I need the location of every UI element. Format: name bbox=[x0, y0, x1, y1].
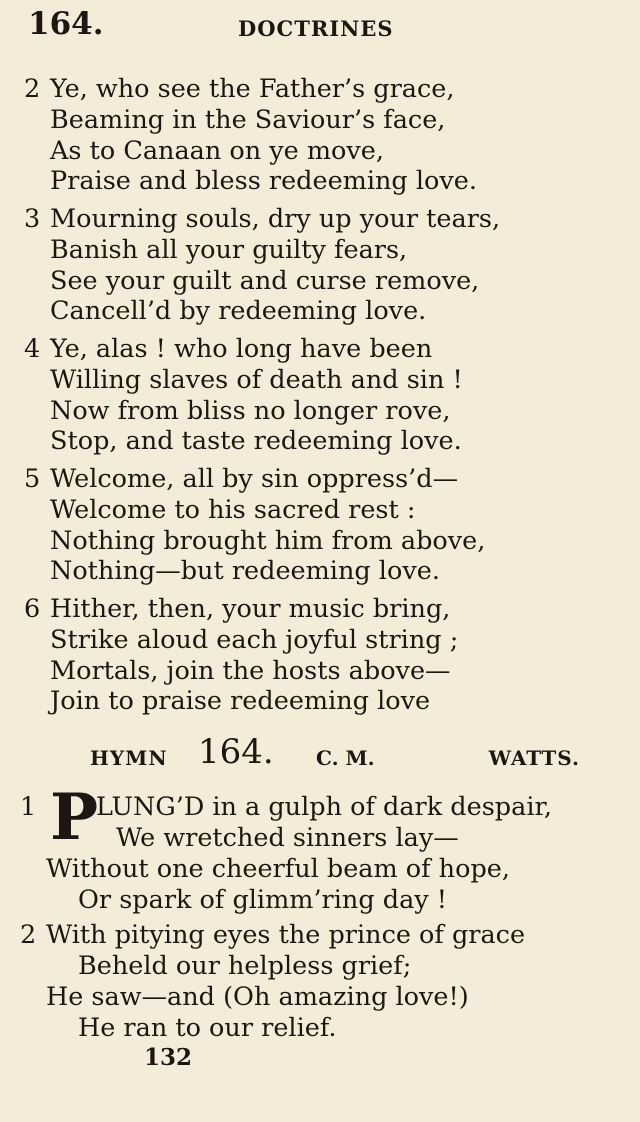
verse-number: 1 bbox=[20, 792, 37, 822]
verse-line: Without one cheerful beam of hope, bbox=[46, 854, 510, 884]
verse-line: Now from bliss no longer rove, bbox=[50, 395, 451, 426]
verse-line: Ye, alas ! who long have been bbox=[50, 334, 433, 364]
verse-line: Hither, then, your music bring, bbox=[50, 594, 451, 624]
verse-line: Nothing—but redeeming love. bbox=[50, 556, 440, 587]
page-header bbox=[28, 6, 618, 46]
verse-line: Beaming in the Saviour’s face, bbox=[50, 104, 446, 135]
hymn164-verse-2 bbox=[20, 920, 630, 1044]
verse-2 bbox=[24, 74, 624, 197]
verse-number: 6 bbox=[24, 594, 41, 624]
verse-line: Willing slaves of death and sin ! bbox=[50, 364, 463, 395]
verse-number: 2 bbox=[20, 920, 37, 950]
verse-line: LUNG’D in a gulph of dark despair, bbox=[96, 792, 552, 822]
verse-line: Join to praise redeeming love bbox=[50, 686, 431, 717]
verse-line: As to Canaan on ye move, bbox=[50, 135, 385, 166]
verse-4 bbox=[24, 334, 624, 457]
verse-5 bbox=[24, 464, 624, 587]
hymn-meter: C. M. bbox=[316, 746, 375, 770]
verse-number: 3 bbox=[24, 204, 41, 234]
drop-cap: P bbox=[50, 780, 99, 855]
verse-line: Beheld our helpless grief; bbox=[78, 951, 412, 981]
verse-line: Nothing brought him from above, bbox=[50, 525, 486, 556]
hymn-label: HYMN bbox=[90, 746, 168, 770]
verse-line: See your guilt and curse remove, bbox=[50, 265, 480, 296]
verse-number: 2 bbox=[24, 74, 41, 104]
page-number: 164. bbox=[28, 6, 104, 42]
verse-line: Mortals, join the hosts above— bbox=[50, 655, 451, 686]
hymn-heading bbox=[90, 732, 580, 772]
verse-line: Praise and bless redeeming love. bbox=[50, 166, 477, 197]
verse-line: With pitying eyes the prince of grace bbox=[46, 920, 526, 950]
verse-line: We wretched sinners lay— bbox=[116, 823, 459, 853]
hymn164-verse-1 bbox=[20, 780, 630, 916]
verse-line: Welcome to his sacred rest : bbox=[50, 494, 416, 525]
running-head: DOCTRINES bbox=[238, 16, 394, 41]
hymn-author: WATTS. bbox=[488, 746, 580, 770]
hymn-number: 164. bbox=[198, 732, 274, 772]
verse-line: Cancell’d by redeeming love. bbox=[50, 296, 427, 327]
verse-line: Banish all your guilty fears, bbox=[50, 234, 408, 265]
verse-3 bbox=[24, 204, 624, 327]
verse-6 bbox=[24, 594, 624, 717]
verse-line: Mourning souls, dry up your tears, bbox=[50, 204, 501, 234]
signature-mark: 132 bbox=[144, 1044, 193, 1071]
verse-line: Welcome, all by sin oppress’d— bbox=[50, 464, 459, 494]
verse-line: Stop, and taste redeeming love. bbox=[50, 426, 462, 457]
verse-line: He saw—and (Oh amazing love!) bbox=[46, 982, 469, 1012]
verse-line: He ran to our relief. bbox=[78, 1013, 337, 1043]
verse-line: Or spark of glimm’ring day ! bbox=[78, 885, 448, 915]
verse-number: 5 bbox=[24, 464, 41, 494]
verse-number: 4 bbox=[24, 334, 41, 364]
verse-line: Ye, who see the Father’s grace, bbox=[50, 74, 455, 104]
verse-line: Strike aloud each joyful string ; bbox=[50, 624, 459, 655]
